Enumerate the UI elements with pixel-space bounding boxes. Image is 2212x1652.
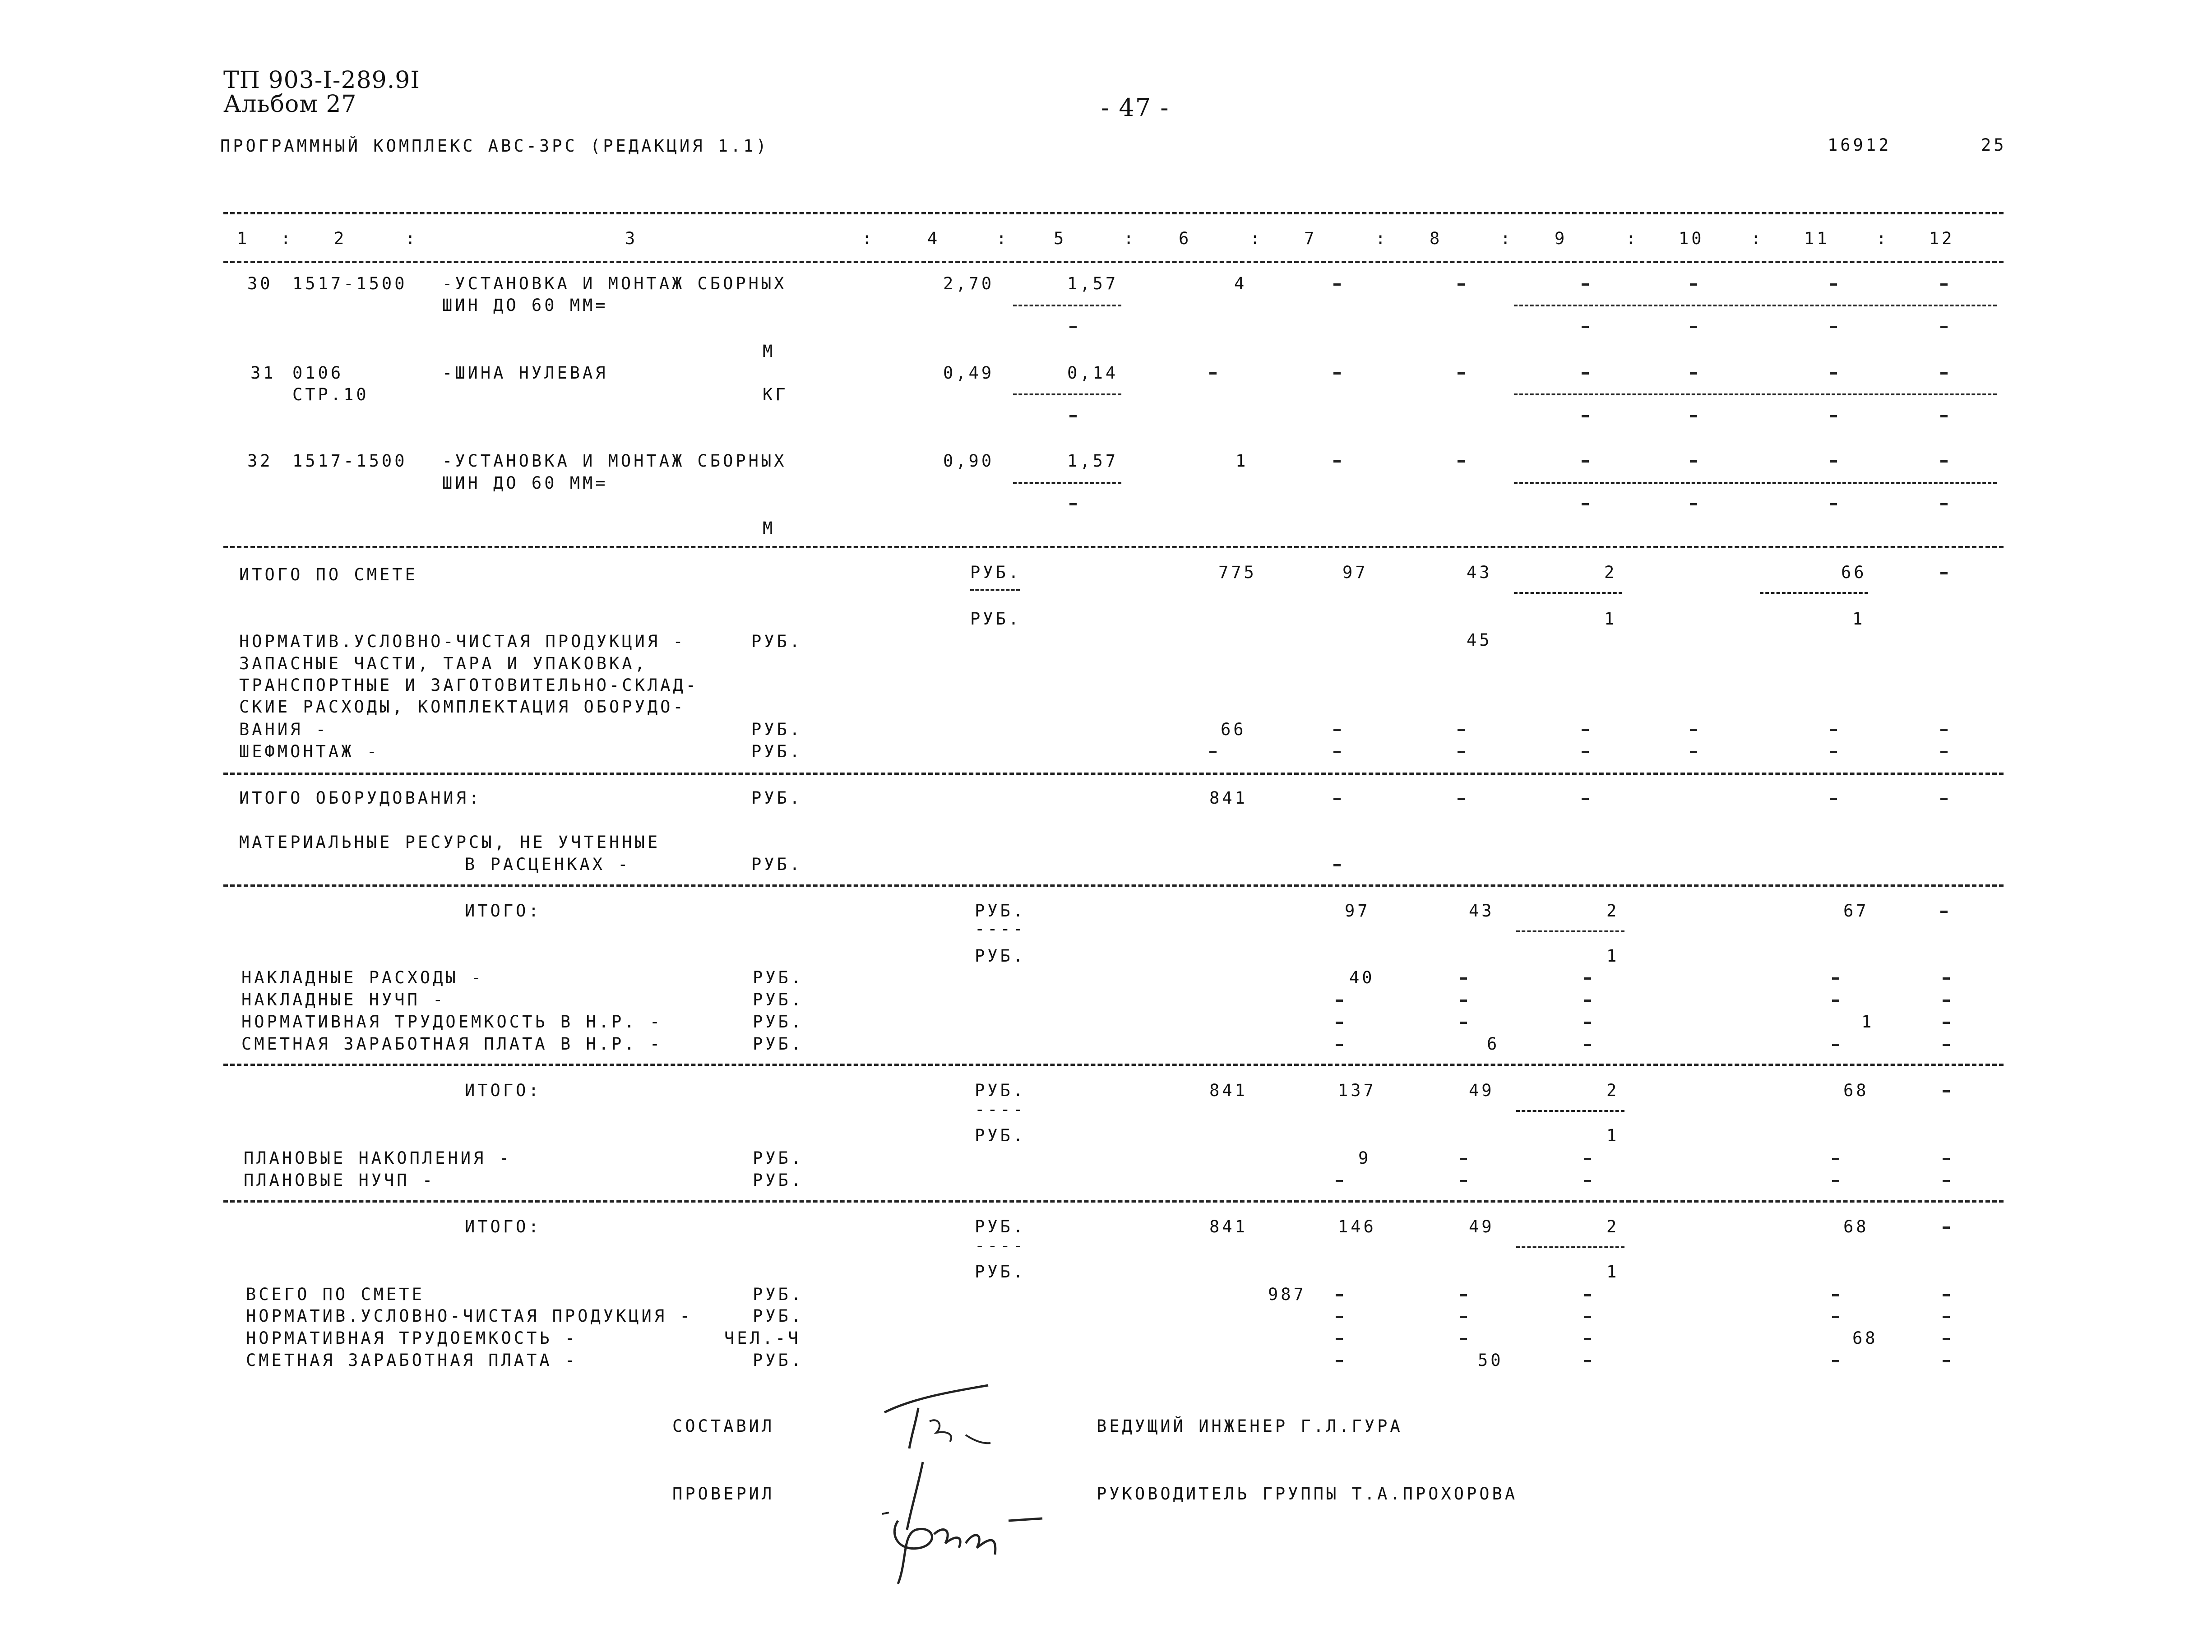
rule — [1013, 393, 1121, 395]
material-line: В РАСЦЕНКАХ - — [465, 855, 631, 874]
dash — [1690, 503, 1697, 505]
dash — [1832, 1000, 1839, 1002]
dash — [1584, 1294, 1591, 1296]
dash — [1690, 283, 1697, 286]
grand-wage-unit: РУБ. — [753, 1351, 804, 1370]
dash — [1943, 1158, 1950, 1160]
dash — [1830, 460, 1837, 463]
compiled-by: ВЕДУЩИЙ ИНЖЕНЕР Г.Л.ГУРА — [1097, 1416, 1403, 1436]
dash — [1584, 1180, 1591, 1182]
dash — [1333, 864, 1341, 866]
overhead-nuchp-unit: РУБ. — [753, 990, 804, 1009]
dash — [1458, 283, 1465, 286]
dash — [1940, 503, 1948, 505]
itogo-unit: РУБ. — [975, 1126, 1026, 1145]
grand-total-c6: 987 — [1268, 1285, 1306, 1304]
rule — [223, 773, 2004, 775]
dash — [1943, 1022, 1950, 1024]
dash — [1943, 1000, 1950, 1002]
dash — [1940, 751, 1948, 753]
rule — [1514, 592, 1622, 594]
dash — [1830, 372, 1837, 375]
row-unit: М — [763, 518, 776, 538]
rule — [223, 1200, 2004, 1203]
itogo-c9: 2 — [1606, 901, 1620, 921]
row-qty: 0,90 — [943, 451, 995, 471]
dash — [1690, 415, 1697, 417]
sheet-number: 25 — [1981, 135, 2007, 155]
rule — [223, 261, 2004, 263]
checked-label: ПРОВЕРИЛ — [672, 1484, 775, 1504]
chef-label: ШЕФМОНТАЖ - — [239, 742, 380, 761]
rule — [1514, 305, 1997, 306]
col-9: 9 — [1555, 229, 1568, 248]
row-price: 1,57 — [1067, 274, 1119, 293]
dash — [1069, 326, 1077, 328]
planned-savings-c7: 9 — [1358, 1148, 1371, 1168]
col-sep: : — [405, 229, 418, 248]
rule — [1516, 1110, 1624, 1112]
dash — [1943, 1294, 1950, 1296]
dash — [1582, 326, 1589, 328]
col-11: 11 — [1804, 229, 1830, 248]
dash — [1336, 1316, 1343, 1318]
dash — [1582, 729, 1589, 731]
itogo-c7: 97 — [1345, 901, 1370, 921]
grand-labor-label: НОРМАТИВНАЯ ТРУДОЕМКОСТЬ - — [246, 1328, 578, 1348]
wage-norm-c8: 6 — [1487, 1034, 1500, 1054]
itogo-c6: 841 — [1209, 1081, 1248, 1100]
dash — [1333, 729, 1341, 731]
dash — [1940, 729, 1948, 731]
planned-savings-unit: РУБ. — [753, 1148, 804, 1168]
overhead-label: НАКЛАДНЫЕ РАСХОДЫ - — [241, 968, 484, 987]
norm-clean-c8: 45 — [1467, 630, 1492, 650]
dash — [1940, 911, 1948, 913]
row-name: ШИН ДО 60 ММ= — [442, 296, 608, 315]
total-equipment-unit: РУБ. — [751, 788, 803, 808]
rule — [1514, 393, 1997, 395]
row-number: 31 — [250, 363, 276, 383]
dash — [1209, 751, 1217, 753]
rule — [223, 1064, 2004, 1066]
col-sep: : — [1500, 229, 1513, 248]
dash — [1333, 283, 1341, 286]
overhead-unit: РУБ. — [753, 968, 804, 987]
dash — [1943, 1316, 1950, 1318]
material-unit: РУБ. — [751, 855, 803, 874]
row-c6: 1 — [1236, 451, 1249, 471]
dash — [1830, 729, 1837, 731]
row-number: 30 — [247, 274, 273, 293]
rule — [223, 884, 2004, 887]
dash — [1690, 326, 1697, 328]
rule — [223, 212, 2004, 214]
row-price: 1,57 — [1067, 451, 1119, 471]
dash — [1333, 751, 1341, 753]
dash — [1582, 283, 1589, 286]
grand-total-unit: РУБ. — [753, 1285, 804, 1304]
wage-norm-label: СМЕТНАЯ ЗАРАБОТНАЯ ПЛАТА В Н.Р. - — [241, 1034, 663, 1054]
dash — [1584, 1158, 1591, 1160]
col-10: 10 — [1679, 229, 1704, 248]
dash — [1832, 1158, 1839, 1160]
labor-norm-unit: РУБ. — [753, 1012, 804, 1032]
dash — [1460, 1022, 1467, 1024]
signature-mark-checked — [880, 1458, 1097, 1593]
dash — [1336, 1180, 1343, 1182]
summary-label: ИТОГО ПО СМЕТЕ — [239, 565, 418, 584]
dash — [1830, 503, 1837, 505]
dash — [1940, 372, 1948, 375]
dash — [1460, 1158, 1467, 1160]
dash — [1582, 415, 1589, 417]
row-code: 0106 — [292, 363, 344, 383]
dash — [1690, 729, 1697, 731]
itogo-c6: 841 — [1209, 1217, 1248, 1236]
dash — [1830, 415, 1837, 417]
row-code: 1517-1500 — [292, 274, 407, 293]
dash — [1333, 460, 1341, 463]
dash — [1832, 977, 1839, 980]
row-c6: 4 — [1234, 274, 1247, 293]
col-6: 6 — [1179, 229, 1192, 248]
dash — [1584, 1316, 1591, 1318]
dash — [1336, 1044, 1343, 1046]
rule — [970, 589, 1020, 591]
row-qty: 2,70 — [943, 274, 995, 293]
row-name: -УСТАНОВКА И МОНТАЖ СБОРНЫХ — [442, 274, 787, 293]
itogo-unit: РУБ. — [975, 1217, 1026, 1236]
itogo-label: ИТОГО: — [465, 1217, 541, 1236]
summary-unit: РУБ. — [970, 563, 1022, 582]
rule — [1013, 305, 1121, 306]
spare-parts-line: ВАНИЯ - — [239, 720, 329, 739]
dash — [1832, 1294, 1839, 1296]
col-12: 12 — [1929, 229, 1955, 248]
total-equipment-c6: 841 — [1209, 788, 1248, 808]
dash — [1690, 460, 1697, 463]
dash — [1830, 751, 1837, 753]
dash — [1336, 1338, 1343, 1340]
dash — [1832, 1180, 1839, 1182]
dash — [1336, 1022, 1343, 1024]
col-sep: : — [1375, 229, 1388, 248]
itogo-unit: РУБ. — [975, 1081, 1026, 1100]
dash — [1582, 503, 1589, 505]
dash — [1584, 1338, 1591, 1340]
col-sep: : — [281, 229, 294, 248]
grand-labor-c11: 68 — [1852, 1328, 1878, 1348]
itogo-c9: 2 — [1606, 1217, 1620, 1236]
dash — [1336, 1294, 1343, 1296]
dash — [1943, 1044, 1950, 1046]
row-name: -УСТАНОВКА И МОНТАЖ СБОРНЫХ — [442, 451, 787, 471]
dash — [1943, 1180, 1950, 1182]
summary-c9: 2 — [1604, 563, 1617, 582]
dash — [1690, 751, 1697, 753]
material-line: МАТЕРИАЛЬНЫЕ РЕСУРСЫ, НЕ УЧТЕННЫЕ — [239, 833, 661, 852]
itogo-separator: ---- — [975, 1236, 1026, 1255]
dash — [1458, 729, 1465, 731]
wage-norm-unit: РУБ. — [753, 1034, 804, 1054]
row-code-extra: СТР.10 — [292, 385, 369, 404]
doc-code: 16912 — [1828, 135, 1892, 155]
dash — [1333, 798, 1341, 800]
itogo-c7: 146 — [1338, 1217, 1376, 1236]
grand-total-label: ВСЕГО ПО СМЕТЕ — [246, 1285, 425, 1304]
spare-parts-line: ТРАНСПОРТНЫЕ И ЗАГОТОВИТЕЛЬНО-СКЛАД- — [239, 676, 699, 695]
norm-clean-unit: РУБ. — [751, 632, 803, 651]
col-sep: : — [1876, 229, 1889, 248]
col-sep: : — [1250, 229, 1263, 248]
dash — [1333, 372, 1341, 375]
rule — [1514, 482, 1997, 484]
itogo-c11: 67 — [1843, 901, 1869, 921]
album-label: Альбом 27 — [223, 91, 357, 118]
itogo-c9-sub: 1 — [1606, 1126, 1620, 1145]
checked-by: РУКОВОДИТЕЛЬ ГРУППЫ Т.А.ПРОХОРОВА — [1097, 1484, 1518, 1504]
dash — [1460, 1338, 1467, 1340]
dash — [1584, 1360, 1591, 1362]
spare-parts-line: СКИЕ РАСХОДЫ, КОМПЛЕКТАЦИЯ ОБОРУДО- — [239, 697, 686, 717]
dash — [1940, 415, 1948, 417]
overhead-nuchp-label: НАКЛАДНЫЕ НУЧП - — [241, 990, 446, 1009]
chef-unit: РУБ. — [751, 742, 803, 761]
col-sep: : — [1751, 229, 1764, 248]
spare-parts-unit: РУБ. — [751, 720, 803, 739]
document-code: ТП 903-I-289.9I — [223, 67, 420, 94]
dash — [1830, 326, 1837, 328]
summary-c8: 43 — [1467, 563, 1492, 582]
dash — [1209, 372, 1217, 375]
row-number: 32 — [247, 451, 273, 471]
dash — [1069, 415, 1077, 417]
row-code: 1517-1500 — [292, 451, 407, 471]
dash — [1460, 977, 1467, 980]
program-title: ПРОГРАММНЫЙ КОМПЛЕКС АВС-3РС (РЕДАКЦИЯ 1.1) — [220, 136, 769, 156]
dash — [1458, 751, 1465, 753]
itogo-separator: ---- — [975, 1100, 1026, 1119]
compiled-label: СОСТАВИЛ — [672, 1416, 775, 1436]
dash — [1832, 1316, 1839, 1318]
dash — [1582, 798, 1589, 800]
dash — [1460, 1180, 1467, 1182]
itogo-c9: 2 — [1606, 1081, 1620, 1100]
summary-c6: 775 — [1218, 563, 1257, 582]
col-8: 8 — [1430, 229, 1443, 248]
itogo-c7: 137 — [1338, 1081, 1376, 1100]
page-number: - 47 - — [1101, 93, 1170, 122]
dash — [1336, 1360, 1343, 1362]
dash — [1940, 326, 1948, 328]
col-sep: : — [862, 229, 875, 248]
dash — [1336, 1000, 1343, 1002]
grand-labor-unit: ЧЕЛ.-Ч — [724, 1328, 801, 1348]
dash — [1582, 751, 1589, 753]
dash — [1940, 283, 1948, 286]
labor-norm-label: НОРМАТИВНАЯ ТРУДОЕМКОСТЬ В Н.Р. - — [241, 1012, 663, 1032]
grand-wage-c8: 50 — [1478, 1351, 1504, 1370]
itogo-c8: 43 — [1469, 901, 1495, 921]
dash — [1830, 283, 1837, 286]
dash — [1943, 1338, 1950, 1340]
col-sep: : — [996, 229, 1009, 248]
summary-c11-sub: 1 — [1852, 609, 1865, 629]
col-sep: : — [1124, 229, 1137, 248]
itogo-c11: 68 — [1843, 1217, 1869, 1236]
planned-nuchp-label: ПЛАНОВЫЕ НУЧП - — [244, 1171, 435, 1190]
dash — [1832, 1360, 1839, 1362]
spare-parts-line: ЗАПАСНЫЕ ЧАСТИ, ТАРА И УПАКОВКА, — [239, 654, 648, 673]
itogo-c11: 68 — [1843, 1081, 1869, 1100]
dash — [1584, 977, 1591, 980]
summary-c11: 66 — [1841, 563, 1867, 582]
dash — [1830, 798, 1837, 800]
planned-nuchp-unit: РУБ. — [753, 1171, 804, 1190]
planned-savings-label: ПЛАНОВЫЕ НАКОПЛЕНИЯ - — [244, 1148, 512, 1168]
itogo-c8: 49 — [1469, 1081, 1495, 1100]
dash — [1940, 460, 1948, 463]
col-5: 5 — [1054, 229, 1067, 248]
rule — [223, 546, 2004, 548]
itogo-unit: РУБ. — [975, 946, 1026, 966]
summary-c9-sub: 1 — [1604, 609, 1617, 629]
dash — [1943, 1360, 1950, 1362]
norm-clean-label: НОРМАТИВ.УСЛОВНО-ЧИСТАЯ ПРОДУКЦИЯ - — [239, 632, 686, 651]
col-3: 3 — [625, 229, 638, 248]
dash — [1832, 1044, 1839, 1046]
col-4: 4 — [927, 229, 940, 248]
itogo-unit: РУБ. — [975, 901, 1026, 921]
col-1: 1 — [237, 229, 250, 248]
dash — [1584, 1022, 1591, 1024]
dash — [1458, 372, 1465, 375]
dash — [1940, 798, 1948, 800]
dash — [1582, 372, 1589, 375]
row-name: ШИН ДО 60 ММ= — [442, 473, 608, 493]
dash — [1584, 1044, 1591, 1046]
dash — [1460, 1316, 1467, 1318]
dash — [1584, 1000, 1591, 1002]
grand-norm-unit: РУБ. — [753, 1306, 804, 1326]
col-2: 2 — [334, 229, 347, 248]
dash — [1943, 1090, 1950, 1092]
overhead-c7: 40 — [1349, 968, 1375, 987]
itogo-separator: ---- — [975, 919, 1026, 939]
total-equipment-label: ИТОГО ОБОРУДОВАНИЯ: — [239, 788, 482, 808]
rule — [1516, 930, 1624, 932]
row-unit: М — [763, 342, 776, 361]
itogo-label: ИТОГО: — [465, 1081, 541, 1100]
rule — [1516, 1246, 1624, 1248]
itogo-label: ИТОГО: — [465, 901, 541, 921]
dash — [1458, 798, 1465, 800]
rule — [1013, 482, 1121, 484]
itogo-c9-sub: 1 — [1606, 946, 1620, 966]
signature-mark-compiled — [875, 1381, 1029, 1462]
itogo-unit: РУБ. — [975, 1262, 1026, 1282]
rule — [1760, 592, 1868, 594]
labor-norm-c11: 1 — [1861, 1012, 1874, 1032]
row-name: -ШИНА НУЛЕВАЯ — [442, 363, 608, 383]
summary-c7: 97 — [1342, 563, 1368, 582]
itogo-c9-sub: 1 — [1606, 1262, 1620, 1282]
col-7: 7 — [1304, 229, 1317, 248]
dash — [1943, 977, 1950, 980]
row-price: 0,14 — [1067, 363, 1119, 383]
dash — [1582, 460, 1589, 463]
dash — [1943, 1226, 1950, 1229]
itogo-c8: 49 — [1469, 1217, 1495, 1236]
dash — [1458, 460, 1465, 463]
row-qty: 0,49 — [943, 363, 995, 383]
grand-norm-label: НОРМАТИВ.УСЛОВНО-ЧИСТАЯ ПРОДУКЦИЯ - — [246, 1306, 693, 1326]
dash — [1069, 503, 1077, 505]
row-unit: КГ — [763, 385, 788, 404]
col-sep: : — [1626, 229, 1639, 248]
dash — [1460, 1294, 1467, 1296]
grand-wage-label: СМЕТНАЯ ЗАРАБОТНАЯ ПЛАТА - — [246, 1351, 578, 1370]
summary-unit: РУБ. — [970, 609, 1022, 629]
dash — [1690, 372, 1697, 375]
dash — [1940, 572, 1948, 574]
spare-parts-c6: 66 — [1221, 720, 1246, 739]
dash — [1460, 1000, 1467, 1002]
